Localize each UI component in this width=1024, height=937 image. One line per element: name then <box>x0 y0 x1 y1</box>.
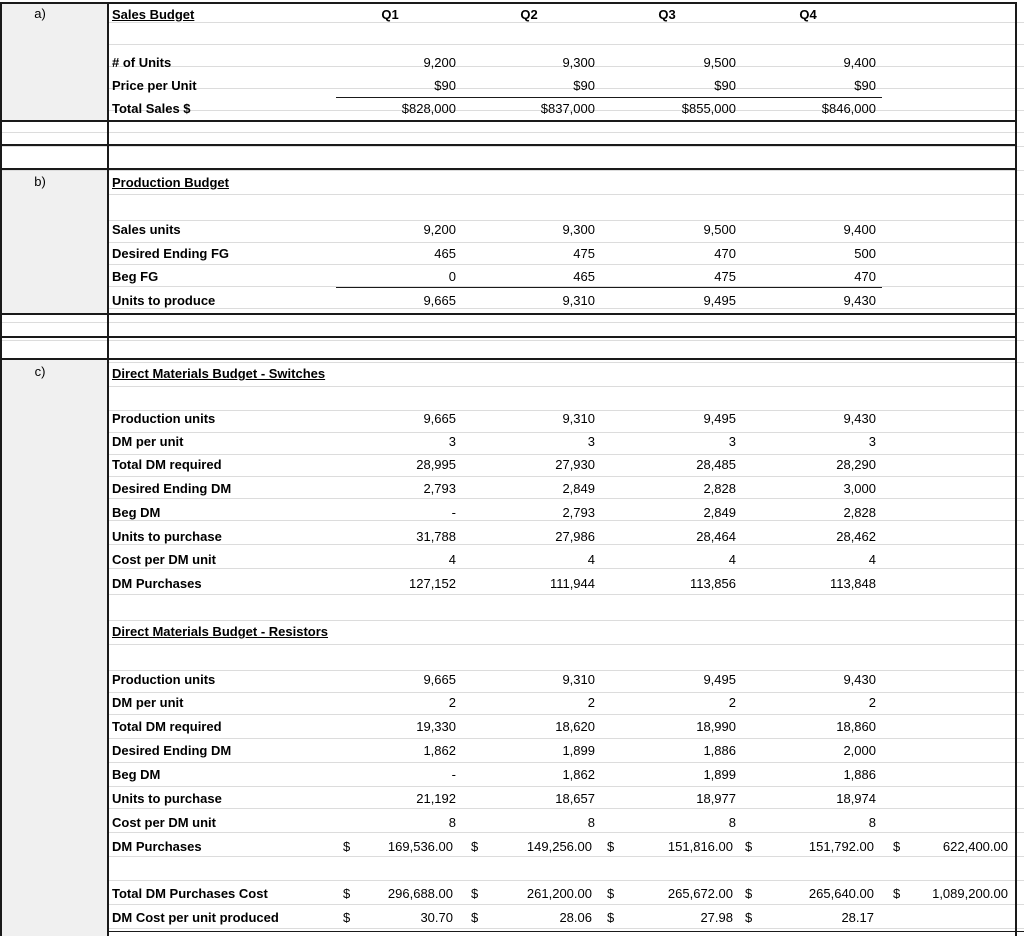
cost-per-unit-q2: 28.06 <box>559 910 592 925</box>
border-line <box>0 144 1016 146</box>
sales-value-q4: 9,400 <box>843 55 876 70</box>
grid-line <box>0 692 1024 693</box>
grid-line <box>0 568 1024 569</box>
currency-symbol: $ <box>745 910 753 925</box>
sales-budget-title: Sales Budget <box>112 7 195 22</box>
row-label: DM per unit <box>112 695 184 710</box>
section-label-a: a) <box>34 6 46 21</box>
grid-line <box>0 44 1024 45</box>
row-label: Units to purchase <box>112 529 222 544</box>
grid-line <box>0 146 1024 147</box>
currency-symbol: $ <box>343 839 351 854</box>
switches-value-q4: 113,848 <box>829 576 876 591</box>
production-value-q2: 9,310 <box>562 293 595 308</box>
grid-line <box>0 808 1024 809</box>
border-line <box>1015 2 1017 936</box>
grid-line <box>0 454 1024 455</box>
row-label: Desired Ending DM <box>112 481 232 496</box>
grid-line <box>0 322 1024 323</box>
total-cost-q1: 296,688.00 <box>387 886 453 901</box>
currency-symbol: $ <box>745 839 753 854</box>
grid-line <box>0 242 1024 243</box>
switches-value-q2: 4 <box>587 552 595 567</box>
row-label: Cost per DM unit <box>112 815 216 830</box>
resistors-value-q4: 8 <box>868 815 876 830</box>
currency-symbol: $ <box>745 886 753 901</box>
resistors-value-q4: 2 <box>868 695 876 710</box>
row-label: DM per unit <box>112 434 184 449</box>
resistors-value-q3: 1,886 <box>703 743 736 758</box>
switches-value-q1: 127,152 <box>409 576 456 591</box>
grid-line <box>0 220 1024 221</box>
row-label: Beg DM <box>112 505 161 520</box>
grid-line <box>0 194 1024 195</box>
sales-value-q3: 9,500 <box>703 55 736 70</box>
grid-line <box>0 432 1024 433</box>
production-value-q2: 9,300 <box>562 222 595 237</box>
switches-value-q2: 111,944 <box>549 576 595 591</box>
switches-value-q2: 3 <box>587 434 595 449</box>
grid-line <box>0 264 1024 265</box>
currency-symbol: $ <box>607 886 615 901</box>
switches-value-q2: 27,986 <box>555 529 595 544</box>
production-value-q4: 9,400 <box>843 222 876 237</box>
row-label: Sales units <box>112 222 181 237</box>
resistors-value-q1: 21,192 <box>416 791 456 806</box>
resistors-value-q4: 2,000 <box>843 743 876 758</box>
currency-symbol: $ <box>471 886 479 901</box>
currency-symbol: $ <box>471 910 479 925</box>
row-label: Desired Ending DM <box>112 743 232 758</box>
currency-symbol: $ <box>343 910 351 925</box>
production-value-q4: 9,430 <box>843 293 876 308</box>
switches-value-q4: 28,462 <box>836 529 876 544</box>
resistors-value-q2: 9,310 <box>562 672 595 687</box>
currency-symbol: $ <box>343 886 351 901</box>
grid-line <box>0 786 1024 787</box>
resistors-value-q3: 18,977 <box>696 791 736 806</box>
production-value-q1: 9,200 <box>423 222 456 237</box>
switches-value-q1: 9,665 <box>423 411 456 426</box>
resistors-purchase-q3: 151,816.00 <box>667 839 733 854</box>
resistors-value-q3: 18,990 <box>696 719 736 734</box>
production-value-q4: 470 <box>854 269 876 284</box>
grid-line <box>0 714 1024 715</box>
sales-value-q2: $837,000 <box>540 101 595 116</box>
switches-value-q1: - <box>451 505 456 520</box>
switches-value-q1: 2,793 <box>423 481 456 496</box>
switches-value-q3: 2,828 <box>703 481 736 496</box>
grid-line <box>0 340 1024 341</box>
resistors-value-q4: 1,886 <box>843 767 876 782</box>
grid-line <box>0 928 1024 929</box>
sales-value-q1: $828,000 <box>401 101 456 116</box>
switches-value-q2: 27,930 <box>555 457 595 472</box>
sales-value-q2: $90 <box>573 78 595 93</box>
resistors-purchase-q2: 149,256.00 <box>526 839 592 854</box>
row-label: # of Units <box>112 55 172 70</box>
total-cost-q2: 261,200.00 <box>526 886 592 901</box>
resistors-value-q1: 1,862 <box>423 743 456 758</box>
resistors-purchase-q1: 169,536.00 <box>387 839 453 854</box>
row-label: Production units <box>112 672 216 687</box>
border-line <box>336 287 882 288</box>
border-line <box>107 2 109 936</box>
switches-value-q3: 2,849 <box>703 505 736 520</box>
section-label-cell <box>0 171 108 313</box>
row-label: DM Purchases <box>112 576 202 591</box>
row-label: Beg DM <box>112 767 161 782</box>
switches-value-q3: 28,485 <box>696 457 736 472</box>
dm-resistors-title: Direct Materials Budget - Resistors <box>112 624 329 639</box>
row-label: Units to produce <box>112 293 216 308</box>
cost-per-unit-q3: 27.98 <box>700 910 733 925</box>
switches-value-q4: 28,290 <box>836 457 876 472</box>
border-line <box>0 313 1016 315</box>
row-label: Total DM required <box>112 457 222 472</box>
sales-value-q4: $90 <box>854 78 876 93</box>
switches-value-q4: 3,000 <box>843 481 876 496</box>
production-value-q1: 0 <box>448 269 456 284</box>
switches-value-q1: 28,995 <box>416 457 456 472</box>
resistors-purchase-total: 622,400.00 <box>942 839 1008 854</box>
resistors-value-q3: 8 <box>728 815 736 830</box>
switches-value-q2: 9,310 <box>562 411 595 426</box>
resistors-value-q4: 18,974 <box>836 791 876 806</box>
grid-line <box>0 880 1024 881</box>
resistors-value-q1: 9,665 <box>423 672 456 687</box>
switches-value-q3: 3 <box>728 434 736 449</box>
switches-value-q4: 3 <box>868 434 876 449</box>
border-line <box>0 358 1016 360</box>
section-label-cell <box>0 360 108 936</box>
resistors-value-q2: 1,862 <box>562 767 595 782</box>
row-label: Beg FG <box>112 269 159 284</box>
total-cost-q3: 265,672.00 <box>667 886 733 901</box>
switches-value-q3: 4 <box>728 552 736 567</box>
border-line <box>0 120 1016 122</box>
resistors-value-q1: 19,330 <box>416 719 456 734</box>
production-value-q3: 9,500 <box>703 222 736 237</box>
switches-value-q3: 113,856 <box>689 576 736 591</box>
production-budget-title: Production Budget <box>112 175 229 190</box>
production-value-q3: 470 <box>714 246 736 261</box>
currency-symbol: $ <box>607 839 615 854</box>
currency-symbol: $ <box>471 839 479 854</box>
grid-line <box>0 620 1024 621</box>
production-value-q1: 465 <box>434 246 456 261</box>
switches-value-q2: 2,849 <box>562 481 595 496</box>
currency-symbol: $ <box>893 886 901 901</box>
dm-switches-title: Direct Materials Budget - Switches <box>112 366 326 381</box>
border-line <box>108 931 1024 932</box>
sales-value-q4: $846,000 <box>821 101 876 116</box>
resistors-value-q2: 18,657 <box>555 791 595 806</box>
row-label: Total Sales $ <box>112 101 191 116</box>
row-label: Units to purchase <box>112 791 222 806</box>
sales-value-q3: $855,000 <box>681 101 736 116</box>
cost-per-unit-q4: 28.17 <box>841 910 874 925</box>
quarter-header-q1: Q1 <box>381 7 399 22</box>
border-line <box>0 336 1016 338</box>
grid-line <box>0 644 1024 645</box>
switches-value-q4: 2,828 <box>843 505 876 520</box>
grid-line <box>0 170 1024 171</box>
resistors-value-q3: 1,899 <box>703 767 736 782</box>
production-value-q3: 475 <box>714 269 736 284</box>
border-line <box>0 168 1016 170</box>
border-line <box>336 97 882 98</box>
grid-line <box>0 386 1024 387</box>
sales-value-q1: $90 <box>434 78 456 93</box>
resistors-value-q1: 2 <box>448 695 456 710</box>
grid-line <box>0 832 1024 833</box>
production-value-q4: 500 <box>854 246 876 261</box>
row-label: DM Purchases <box>112 839 202 854</box>
resistors-value-q4: 18,860 <box>836 719 876 734</box>
resistors-value-q3: 9,495 <box>703 672 736 687</box>
grid-line <box>0 670 1024 671</box>
total-cost-grand-total: 1,089,200.00 <box>932 886 1008 901</box>
resistors-value-q2: 2 <box>587 695 595 710</box>
row-label: Total DM required <box>112 719 222 734</box>
quarter-header-q4: Q4 <box>799 7 817 22</box>
row-label: DM Cost per unit produced <box>112 910 279 925</box>
row-label: Cost per DM unit <box>112 552 216 567</box>
production-value-q3: 9,495 <box>703 293 736 308</box>
grid-line <box>0 904 1024 905</box>
row-label: Production units <box>112 411 216 426</box>
row-label: Price per Unit <box>112 78 197 93</box>
border-line <box>0 2 1016 4</box>
currency-symbol: $ <box>893 839 901 854</box>
total-cost-q4: 265,640.00 <box>808 886 874 901</box>
resistors-value-q2: 1,899 <box>562 743 595 758</box>
resistors-value-q2: 8 <box>587 815 595 830</box>
switches-value-q1: 4 <box>448 552 456 567</box>
switches-value-q3: 28,464 <box>696 529 736 544</box>
grid-line <box>0 476 1024 477</box>
sales-value-q3: $90 <box>714 78 736 93</box>
cost-per-unit-q1: 30.70 <box>420 910 453 925</box>
grid-line <box>0 498 1024 499</box>
grid-line <box>0 856 1024 857</box>
switches-value-q1: 3 <box>448 434 456 449</box>
switches-value-q4: 9,430 <box>843 411 876 426</box>
production-value-q2: 465 <box>573 269 595 284</box>
grid-line <box>0 738 1024 739</box>
production-value-q1: 9,665 <box>423 293 456 308</box>
currency-symbol: $ <box>607 910 615 925</box>
resistors-value-q3: 2 <box>728 695 736 710</box>
grid-line <box>0 132 1024 133</box>
row-label: Desired Ending FG <box>112 246 230 261</box>
sales-value-q2: 9,300 <box>562 55 595 70</box>
switches-value-q3: 9,495 <box>703 411 736 426</box>
switches-value-q4: 4 <box>868 552 876 567</box>
row-label: Total DM Purchases Cost <box>112 886 268 901</box>
quarter-header-q3: Q3 <box>658 7 676 22</box>
production-value-q2: 475 <box>573 246 595 261</box>
sales-value-q1: 9,200 <box>423 55 456 70</box>
resistors-value-q4: 9,430 <box>843 672 876 687</box>
grid-line <box>0 362 1024 363</box>
quarter-header-q2: Q2 <box>520 7 538 22</box>
border-line <box>0 2 2 936</box>
resistors-value-q2: 18,620 <box>555 719 595 734</box>
section-label-c: c) <box>34 364 46 379</box>
switches-value-q1: 31,788 <box>416 529 456 544</box>
resistors-value-q1: 8 <box>448 815 456 830</box>
section-label-b: b) <box>34 174 46 189</box>
resistors-purchase-q4: 151,792.00 <box>808 839 874 854</box>
grid-line <box>0 762 1024 763</box>
grid-line <box>0 594 1024 595</box>
resistors-value-q1: - <box>451 767 456 782</box>
switches-value-q2: 2,793 <box>562 505 595 520</box>
